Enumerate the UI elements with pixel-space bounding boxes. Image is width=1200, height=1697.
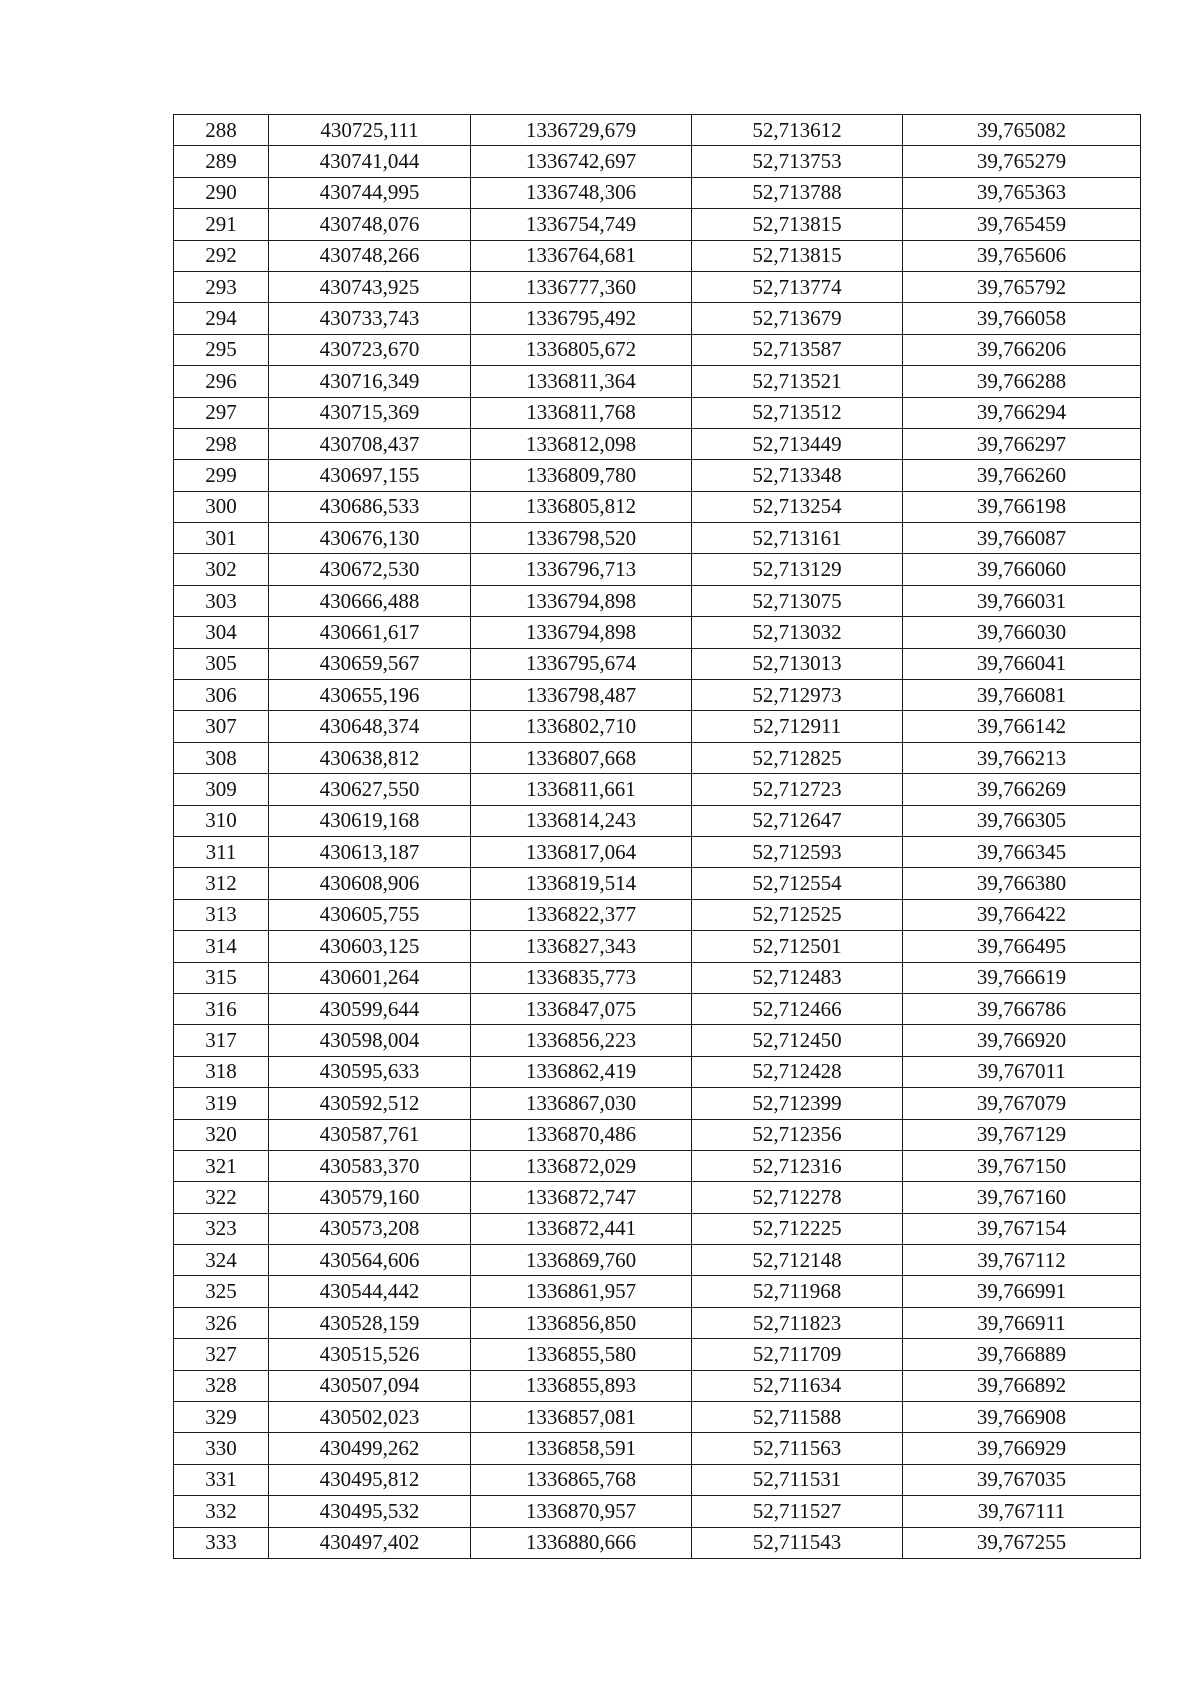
latitude-cell: 52,713075 — [692, 585, 903, 616]
table-row — [174, 1307, 1141, 1338]
latitude-cell: 52,712525 — [692, 899, 903, 930]
y-coordinate-cell: 1336811,661 — [471, 774, 692, 805]
y-coordinate-cell: 1336814,243 — [471, 805, 692, 836]
longitude-cell: 39,766060 — [903, 554, 1141, 585]
longitude-cell: 39,766911 — [903, 1307, 1141, 1338]
coordinates-table-body — [174, 115, 1141, 1559]
longitude-cell: 39,767112 — [903, 1245, 1141, 1276]
table-row — [174, 1025, 1141, 1056]
longitude-cell: 39,765792 — [903, 271, 1141, 302]
table-row — [174, 1496, 1141, 1527]
longitude-cell: 39,766206 — [903, 334, 1141, 365]
latitude-cell: 52,713254 — [692, 491, 903, 522]
latitude-cell: 52,711531 — [692, 1464, 903, 1495]
table-row — [174, 680, 1141, 711]
point-number-cell: 311 — [174, 836, 269, 867]
point-number-cell: 331 — [174, 1464, 269, 1495]
x-coordinate-cell: 430495,532 — [269, 1496, 471, 1527]
longitude-cell: 39,766213 — [903, 742, 1141, 773]
y-coordinate-cell: 1336777,360 — [471, 271, 692, 302]
point-number-cell: 297 — [174, 397, 269, 428]
point-number-cell: 327 — [174, 1339, 269, 1370]
table-row — [174, 1370, 1141, 1401]
x-coordinate-cell: 430502,023 — [269, 1402, 471, 1433]
latitude-cell: 52,712554 — [692, 868, 903, 899]
longitude-cell: 39,766081 — [903, 680, 1141, 711]
x-coordinate-cell: 430748,076 — [269, 209, 471, 240]
x-coordinate-cell: 430601,264 — [269, 962, 471, 993]
longitude-cell: 39,767035 — [903, 1464, 1141, 1495]
point-number-cell: 298 — [174, 428, 269, 459]
x-coordinate-cell: 430613,187 — [269, 836, 471, 867]
table-row — [174, 1056, 1141, 1087]
point-number-cell: 293 — [174, 271, 269, 302]
latitude-cell: 52,712593 — [692, 836, 903, 867]
y-coordinate-cell: 1336798,520 — [471, 523, 692, 554]
y-coordinate-cell: 1336807,668 — [471, 742, 692, 773]
x-coordinate-cell: 430666,488 — [269, 585, 471, 616]
table-row — [174, 1276, 1141, 1307]
point-number-cell: 295 — [174, 334, 269, 365]
table-row — [174, 899, 1141, 930]
x-coordinate-cell: 430638,812 — [269, 742, 471, 773]
latitude-cell: 52,711634 — [692, 1370, 903, 1401]
latitude-cell: 52,713129 — [692, 554, 903, 585]
point-number-cell: 307 — [174, 711, 269, 742]
longitude-cell: 39,765606 — [903, 240, 1141, 271]
table-row — [174, 993, 1141, 1024]
x-coordinate-cell: 430592,512 — [269, 1088, 471, 1119]
point-number-cell: 326 — [174, 1307, 269, 1338]
point-number-cell: 323 — [174, 1213, 269, 1244]
longitude-cell: 39,766031 — [903, 585, 1141, 616]
x-coordinate-cell: 430528,159 — [269, 1307, 471, 1338]
y-coordinate-cell: 1336870,486 — [471, 1119, 692, 1150]
longitude-cell: 39,766260 — [903, 460, 1141, 491]
latitude-cell: 52,711563 — [692, 1433, 903, 1464]
latitude-cell: 52,712316 — [692, 1150, 903, 1181]
longitude-cell: 39,767011 — [903, 1056, 1141, 1087]
table-row — [174, 177, 1141, 208]
y-coordinate-cell: 1336794,898 — [471, 585, 692, 616]
y-coordinate-cell: 1336880,666 — [471, 1527, 692, 1558]
point-number-cell: 304 — [174, 617, 269, 648]
y-coordinate-cell: 1336855,893 — [471, 1370, 692, 1401]
point-number-cell: 321 — [174, 1150, 269, 1181]
point-number-cell: 291 — [174, 209, 269, 240]
x-coordinate-cell: 430716,349 — [269, 366, 471, 397]
longitude-cell: 39,767111 — [903, 1496, 1141, 1527]
y-coordinate-cell: 1336827,343 — [471, 931, 692, 962]
x-coordinate-cell: 430564,606 — [269, 1245, 471, 1276]
table-row — [174, 491, 1141, 522]
x-coordinate-cell: 430579,160 — [269, 1182, 471, 1213]
point-number-cell: 332 — [174, 1496, 269, 1527]
point-number-cell: 300 — [174, 491, 269, 522]
latitude-cell: 52,712647 — [692, 805, 903, 836]
x-coordinate-cell: 430723,670 — [269, 334, 471, 365]
y-coordinate-cell: 1336795,674 — [471, 648, 692, 679]
longitude-cell: 39,766305 — [903, 805, 1141, 836]
y-coordinate-cell: 1336856,850 — [471, 1307, 692, 1338]
table-row — [174, 209, 1141, 240]
point-number-cell: 288 — [174, 115, 269, 146]
y-coordinate-cell: 1336754,749 — [471, 209, 692, 240]
x-coordinate-cell: 430515,526 — [269, 1339, 471, 1370]
point-number-cell: 320 — [174, 1119, 269, 1150]
longitude-cell: 39,765459 — [903, 209, 1141, 240]
latitude-cell: 52,712466 — [692, 993, 903, 1024]
longitude-cell: 39,766495 — [903, 931, 1141, 962]
y-coordinate-cell: 1336865,768 — [471, 1464, 692, 1495]
latitude-cell: 52,712399 — [692, 1088, 903, 1119]
latitude-cell: 52,712278 — [692, 1182, 903, 1213]
table-row — [174, 1119, 1141, 1150]
point-number-cell: 313 — [174, 899, 269, 930]
table-row — [174, 805, 1141, 836]
point-number-cell: 294 — [174, 303, 269, 334]
x-coordinate-cell: 430573,208 — [269, 1213, 471, 1244]
latitude-cell: 52,712483 — [692, 962, 903, 993]
y-coordinate-cell: 1336811,364 — [471, 366, 692, 397]
table-row — [174, 1433, 1141, 1464]
latitude-cell: 52,713348 — [692, 460, 903, 491]
y-coordinate-cell: 1336809,780 — [471, 460, 692, 491]
longitude-cell: 39,766892 — [903, 1370, 1141, 1401]
longitude-cell: 39,767129 — [903, 1119, 1141, 1150]
latitude-cell: 52,713679 — [692, 303, 903, 334]
x-coordinate-cell: 430507,094 — [269, 1370, 471, 1401]
y-coordinate-cell: 1336861,957 — [471, 1276, 692, 1307]
longitude-cell: 39,766929 — [903, 1433, 1141, 1464]
table-row — [174, 115, 1141, 146]
x-coordinate-cell: 430497,402 — [269, 1527, 471, 1558]
table-row — [174, 617, 1141, 648]
latitude-cell: 52,713512 — [692, 397, 903, 428]
longitude-cell: 39,767154 — [903, 1213, 1141, 1244]
longitude-cell: 39,766786 — [903, 993, 1141, 1024]
x-coordinate-cell: 430686,533 — [269, 491, 471, 522]
latitude-cell: 52,711543 — [692, 1527, 903, 1558]
x-coordinate-cell: 430741,044 — [269, 146, 471, 177]
table-row — [174, 1339, 1141, 1370]
longitude-cell: 39,766297 — [903, 428, 1141, 459]
latitude-cell: 52,712428 — [692, 1056, 903, 1087]
longitude-cell: 39,767160 — [903, 1182, 1141, 1213]
latitude-cell: 52,712356 — [692, 1119, 903, 1150]
x-coordinate-cell: 430672,530 — [269, 554, 471, 585]
table-row — [174, 1213, 1141, 1244]
x-coordinate-cell: 430655,196 — [269, 680, 471, 711]
table-row — [174, 1182, 1141, 1213]
x-coordinate-cell: 430598,004 — [269, 1025, 471, 1056]
latitude-cell: 52,711709 — [692, 1339, 903, 1370]
latitude-cell: 52,712501 — [692, 931, 903, 962]
y-coordinate-cell: 1336872,747 — [471, 1182, 692, 1213]
x-coordinate-cell: 430708,437 — [269, 428, 471, 459]
longitude-cell: 39,766380 — [903, 868, 1141, 899]
latitude-cell: 52,713032 — [692, 617, 903, 648]
x-coordinate-cell: 430587,761 — [269, 1119, 471, 1150]
point-number-cell: 314 — [174, 931, 269, 962]
longitude-cell: 39,766198 — [903, 491, 1141, 522]
longitude-cell: 39,766269 — [903, 774, 1141, 805]
y-coordinate-cell: 1336835,773 — [471, 962, 692, 993]
y-coordinate-cell: 1336819,514 — [471, 868, 692, 899]
y-coordinate-cell: 1336742,697 — [471, 146, 692, 177]
table-row — [174, 523, 1141, 554]
table-row — [174, 1245, 1141, 1276]
point-number-cell: 329 — [174, 1402, 269, 1433]
latitude-cell: 52,712450 — [692, 1025, 903, 1056]
longitude-cell: 39,766920 — [903, 1025, 1141, 1056]
longitude-cell: 39,765279 — [903, 146, 1141, 177]
latitude-cell: 52,713815 — [692, 240, 903, 271]
longitude-cell: 39,766288 — [903, 366, 1141, 397]
point-number-cell: 305 — [174, 648, 269, 679]
longitude-cell: 39,767255 — [903, 1527, 1141, 1558]
longitude-cell: 39,766041 — [903, 648, 1141, 679]
longitude-cell: 39,766345 — [903, 836, 1141, 867]
point-number-cell: 292 — [174, 240, 269, 271]
latitude-cell: 52,712825 — [692, 742, 903, 773]
point-number-cell: 317 — [174, 1025, 269, 1056]
y-coordinate-cell: 1336811,768 — [471, 397, 692, 428]
table-row — [174, 585, 1141, 616]
point-number-cell: 301 — [174, 523, 269, 554]
latitude-cell: 52,713753 — [692, 146, 903, 177]
x-coordinate-cell: 430599,644 — [269, 993, 471, 1024]
longitude-cell: 39,767150 — [903, 1150, 1141, 1181]
point-number-cell: 306 — [174, 680, 269, 711]
longitude-cell: 39,766058 — [903, 303, 1141, 334]
x-coordinate-cell: 430583,370 — [269, 1150, 471, 1181]
latitude-cell: 52,712148 — [692, 1245, 903, 1276]
x-coordinate-cell: 430595,633 — [269, 1056, 471, 1087]
table-row — [174, 962, 1141, 993]
y-coordinate-cell: 1336805,812 — [471, 491, 692, 522]
x-coordinate-cell: 430676,130 — [269, 523, 471, 554]
x-coordinate-cell: 430499,262 — [269, 1433, 471, 1464]
latitude-cell: 52,712973 — [692, 680, 903, 711]
latitude-cell: 52,711527 — [692, 1496, 903, 1527]
point-number-cell: 310 — [174, 805, 269, 836]
y-coordinate-cell: 1336764,681 — [471, 240, 692, 271]
latitude-cell: 52,712723 — [692, 774, 903, 805]
point-number-cell: 333 — [174, 1527, 269, 1558]
y-coordinate-cell: 1336869,760 — [471, 1245, 692, 1276]
point-number-cell: 309 — [174, 774, 269, 805]
y-coordinate-cell: 1336872,441 — [471, 1213, 692, 1244]
x-coordinate-cell: 430725,111 — [269, 115, 471, 146]
y-coordinate-cell: 1336862,419 — [471, 1056, 692, 1087]
latitude-cell: 52,713815 — [692, 209, 903, 240]
latitude-cell: 52,711823 — [692, 1307, 903, 1338]
table-row — [174, 648, 1141, 679]
longitude-cell: 39,766889 — [903, 1339, 1141, 1370]
point-number-cell: 299 — [174, 460, 269, 491]
longitude-cell: 39,767079 — [903, 1088, 1141, 1119]
point-number-cell: 303 — [174, 585, 269, 616]
x-coordinate-cell: 430605,755 — [269, 899, 471, 930]
y-coordinate-cell: 1336867,030 — [471, 1088, 692, 1119]
x-coordinate-cell: 430748,266 — [269, 240, 471, 271]
y-coordinate-cell: 1336798,487 — [471, 680, 692, 711]
point-number-cell: 322 — [174, 1182, 269, 1213]
y-coordinate-cell: 1336805,672 — [471, 334, 692, 365]
x-coordinate-cell: 430697,155 — [269, 460, 471, 491]
latitude-cell: 52,713788 — [692, 177, 903, 208]
latitude-cell: 52,712911 — [692, 711, 903, 742]
longitude-cell: 39,766142 — [903, 711, 1141, 742]
y-coordinate-cell: 1336796,713 — [471, 554, 692, 585]
point-number-cell: 330 — [174, 1433, 269, 1464]
longitude-cell: 39,766619 — [903, 962, 1141, 993]
point-number-cell: 312 — [174, 868, 269, 899]
longitude-cell: 39,765363 — [903, 177, 1141, 208]
table-row — [174, 1402, 1141, 1433]
point-number-cell: 296 — [174, 366, 269, 397]
x-coordinate-cell: 430715,369 — [269, 397, 471, 428]
table-row — [174, 460, 1141, 491]
latitude-cell: 52,713521 — [692, 366, 903, 397]
y-coordinate-cell: 1336795,492 — [471, 303, 692, 334]
table-row — [174, 303, 1141, 334]
table-row — [174, 931, 1141, 962]
y-coordinate-cell: 1336812,098 — [471, 428, 692, 459]
longitude-cell: 39,766991 — [903, 1276, 1141, 1307]
latitude-cell: 52,711968 — [692, 1276, 903, 1307]
table-row — [174, 271, 1141, 302]
y-coordinate-cell: 1336748,306 — [471, 177, 692, 208]
latitude-cell: 52,713449 — [692, 428, 903, 459]
y-coordinate-cell: 1336856,223 — [471, 1025, 692, 1056]
latitude-cell: 52,713587 — [692, 334, 903, 365]
y-coordinate-cell: 1336872,029 — [471, 1150, 692, 1181]
y-coordinate-cell: 1336817,064 — [471, 836, 692, 867]
longitude-cell: 39,766294 — [903, 397, 1141, 428]
y-coordinate-cell: 1336794,898 — [471, 617, 692, 648]
point-number-cell: 308 — [174, 742, 269, 773]
table-row — [174, 774, 1141, 805]
coordinates-table — [173, 114, 1141, 1559]
longitude-cell: 39,766422 — [903, 899, 1141, 930]
y-coordinate-cell: 1336855,580 — [471, 1339, 692, 1370]
latitude-cell: 52,713013 — [692, 648, 903, 679]
table-row — [174, 366, 1141, 397]
table-row — [174, 334, 1141, 365]
table-row — [174, 711, 1141, 742]
longitude-cell: 39,766908 — [903, 1402, 1141, 1433]
latitude-cell: 52,713774 — [692, 271, 903, 302]
table-row — [174, 1464, 1141, 1495]
table-row — [174, 868, 1141, 899]
table-row — [174, 428, 1141, 459]
longitude-cell: 39,766030 — [903, 617, 1141, 648]
point-number-cell: 318 — [174, 1056, 269, 1087]
table-row — [174, 742, 1141, 773]
table-row — [174, 397, 1141, 428]
table-row — [174, 554, 1141, 585]
y-coordinate-cell: 1336822,377 — [471, 899, 692, 930]
latitude-cell: 52,711588 — [692, 1402, 903, 1433]
x-coordinate-cell: 430733,743 — [269, 303, 471, 334]
y-coordinate-cell: 1336729,679 — [471, 115, 692, 146]
table-row — [174, 1527, 1141, 1558]
point-number-cell: 319 — [174, 1088, 269, 1119]
y-coordinate-cell: 1336858,591 — [471, 1433, 692, 1464]
x-coordinate-cell: 430608,906 — [269, 868, 471, 899]
point-number-cell: 315 — [174, 962, 269, 993]
longitude-cell: 39,765082 — [903, 115, 1141, 146]
latitude-cell: 52,713612 — [692, 115, 903, 146]
y-coordinate-cell: 1336857,081 — [471, 1402, 692, 1433]
point-number-cell: 325 — [174, 1276, 269, 1307]
x-coordinate-cell: 430743,925 — [269, 271, 471, 302]
x-coordinate-cell: 430619,168 — [269, 805, 471, 836]
point-number-cell: 302 — [174, 554, 269, 585]
latitude-cell: 52,712225 — [692, 1213, 903, 1244]
table-row — [174, 836, 1141, 867]
point-number-cell: 324 — [174, 1245, 269, 1276]
x-coordinate-cell: 430744,995 — [269, 177, 471, 208]
latitude-cell: 52,713161 — [692, 523, 903, 554]
table-row — [174, 1088, 1141, 1119]
point-number-cell: 290 — [174, 177, 269, 208]
point-number-cell: 289 — [174, 146, 269, 177]
x-coordinate-cell: 430648,374 — [269, 711, 471, 742]
x-coordinate-cell: 430659,567 — [269, 648, 471, 679]
x-coordinate-cell: 430544,442 — [269, 1276, 471, 1307]
y-coordinate-cell: 1336802,710 — [471, 711, 692, 742]
x-coordinate-cell: 430627,550 — [269, 774, 471, 805]
x-coordinate-cell: 430495,812 — [269, 1464, 471, 1495]
table-row — [174, 240, 1141, 271]
point-number-cell: 316 — [174, 993, 269, 1024]
y-coordinate-cell: 1336847,075 — [471, 993, 692, 1024]
table-row — [174, 146, 1141, 177]
y-coordinate-cell: 1336870,957 — [471, 1496, 692, 1527]
table-row — [174, 1150, 1141, 1181]
longitude-cell: 39,766087 — [903, 523, 1141, 554]
x-coordinate-cell: 430603,125 — [269, 931, 471, 962]
point-number-cell: 328 — [174, 1370, 269, 1401]
x-coordinate-cell: 430661,617 — [269, 617, 471, 648]
